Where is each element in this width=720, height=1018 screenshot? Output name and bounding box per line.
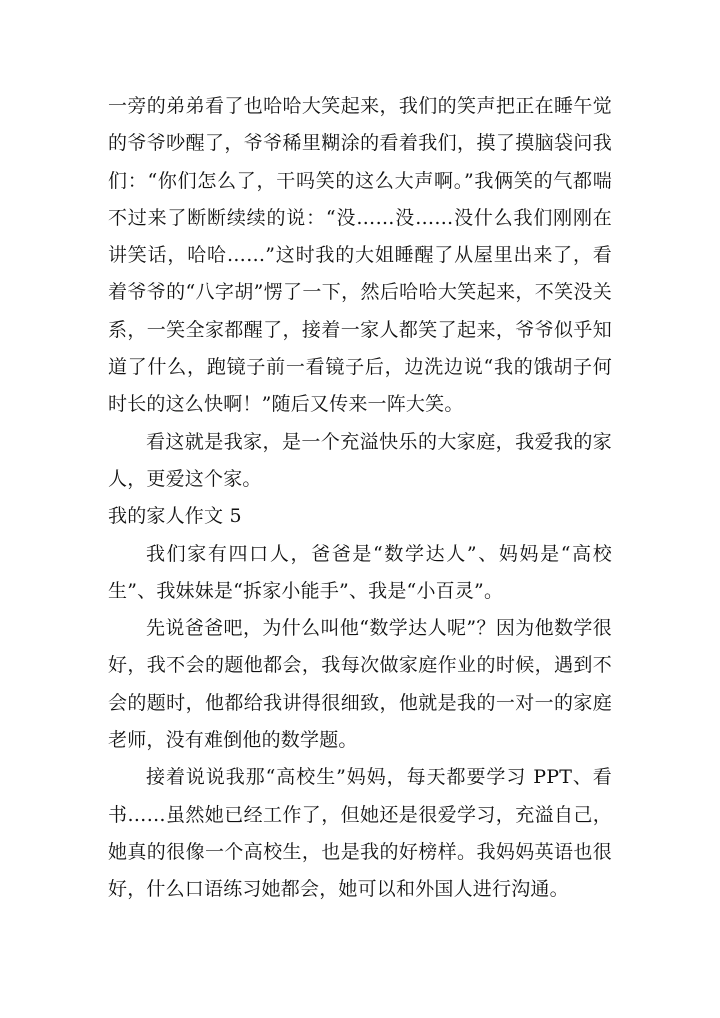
document-body xyxy=(108,88,612,909)
paragraph-mother: 接着说说我那“高校生”妈妈，每天都要学习 PPT、看书……虽然她已经工作了，但她还是很爱学习，充溢自己，她真的很像一个高校生，也是我的好榜样。我妈妈英语也很好，什么口语练习她都会，她可以和外国人进行沟通。 xyxy=(108,766,612,901)
paragraph-continued: 一旁的弟弟看了也哈哈大笑起来，我们的笑声把正在睡午觉的爷爷吵醒了，爷爷稀里糊涂的看着我们，摸了摸脑袋问我们：“你们怎么了，干吗笑的这么大声啊。”我俩笑的气都喘不过来了断断续续的说：“没……没……没什么我们刚刚在讲笑话，哈哈……”这时我的大姐睡醒了从屋里出来了，看着爷爷的“八字胡”愣了一下，然后哈哈大笑起来，不笑没关系，一笑全家都醒了，接着一家人都笑了起来，爷爷似乎知道了什么，跑镜子前一看镜子后，边洗边说“我的饿胡子何时长的这么快啊！”随后又传来一阵大笑。 xyxy=(108,95,612,416)
paragraph-father: 先说爸爸吧，为什么叫他“数学达人呢”？因为他数学很好，我不会的题他都会，我每次做家庭作业的时候，遇到不会的题时，他都给我讲得很细致，他就是我的一对一的家庭老师，没有难倒他的数学题。 xyxy=(108,617,612,752)
paragraph-conclusion: 看这就是我家，是一个充溢快乐的大家庭，我爱我的家人，更爱这个家。 xyxy=(108,430,612,490)
paragraph-intro: 我们家有四口人，爸爸是“数学达人”、妈妈是“高校生”、我妹妹是“拆家小能手”、我是“小百灵”。 xyxy=(108,542,612,602)
section-title: 我的家人作文 5 xyxy=(108,505,242,528)
